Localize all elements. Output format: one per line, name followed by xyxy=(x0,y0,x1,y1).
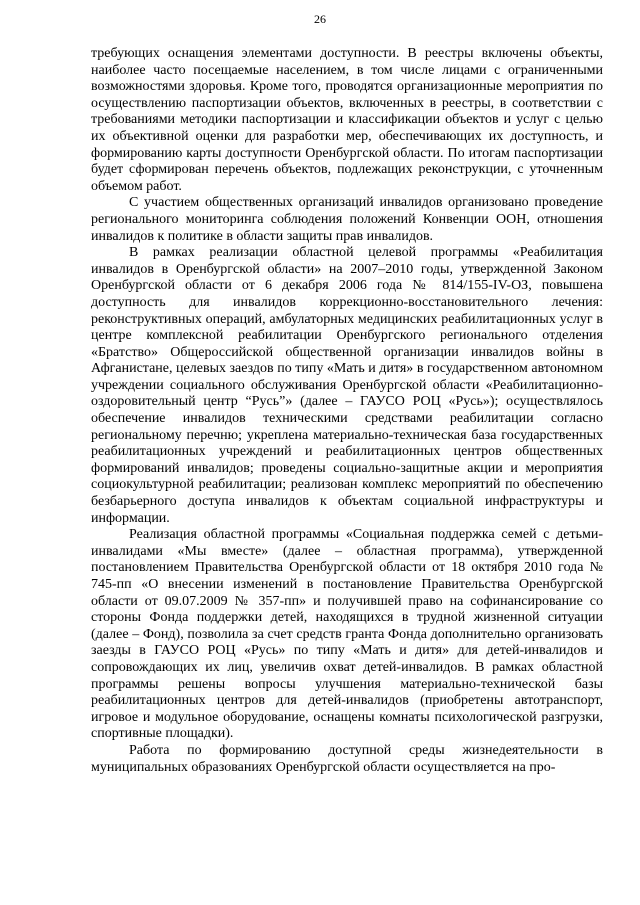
paragraph: В рамках реализации областной целевой программы «Реабилитация инвалидов в Оренбургской области» на 2007–2010 годы, утвержденной Законом Оренбургской области от 6 декабря 2006 года № 814/155-IV-ОЗ, повышена доступность для инвалидов коррекционно-восстановительного лечения: реконструктивных операций, амбулаторных медицинских реабилитационных услуг в центре комплексной реабилитации Оренбургского регионального отделения «Братство» Общероссийской общественной организации инвалидов войны в Афганистане, целевых заездов по типу «Мать и дитя» в государственном автономном учреждении социального обслуживания Оренбургской области «Реабилитационно-оздоровительный центр “Русь”» (далее – ГАУСО РОЦ «Русь»); осуществлялось обеспечение инвалидов техническими средствами реабилитации согласно региональному перечню; укреплена материально-техническая база государственных реабилитационных учреждений и реабилитационных центров общественных формирований инвалидов; проведены социально-защитные акции и мероприятия социокультурной реабилитации; реализован комплекс мероприятий по обеспечению безбарьерного доступа инвалидов к объектам социальной инфраструктуры и информации. xyxy=(91,245,603,526)
body-text xyxy=(91,46,603,776)
paragraph: Реализация областной программы «Социальная поддержка семей с детьми-инвалидами «Мы вместе» (далее – областная программа), утвержденной постановлением Правительства Оренбургской области от 18 октября 2010 года № 745-пп «О внесении изменений в постановление Правительства Оренбургской области от 09.07.2009 № 357-пп» и получившей право на софинансирование со стороны Фонда поддержки детей, находящихся в трудной жизненной ситуации (далее – Фонд), позволила за счет средств гранта Фонда дополнительно организовать заезды в ГАУСО РОЦ «Русь» по типу «Мать и дитя» для детей-инвалидов и сопровождающих их лиц, увеличив охват детей-инвалидов. В рамках областной программы решены вопросы улучшения материально-технической базы реабилитационных центров для детей-инвалидов (приобретены автотранспорт, игровое и модульное оборудование, оснащены комнаты психологической разгрузки, спортивные площадки). xyxy=(91,527,603,742)
paragraph: требующих оснащения элементами доступности. В реестры включены объекты, наиболее часто посещаемые населением, в том числе лицами с ограниченными возможностями здоровья. Кроме того, проводятся организационные мероприятия по осуществлению паспортизации объектов, включенных в реестры, в соответствии с требованиями методики паспортизации и классификации объектов и услуг с целью их объективной оценки для разработки мер, обеспечивающих их доступность, и формированию карты доступности Оренбургской области. По итогам паспортизации будет сформирован перечень объектов, подлежащих реконструкции, с уточненным объемом работ. xyxy=(91,46,603,194)
paragraph: С участием общественных организаций инвалидов организовано проведение регионального мониторинга соблюдения положений Конвенции ООН, отношения инвалидов к политике в области защиты прав инвалидов. xyxy=(91,195,603,244)
paragraph: Работа по формированию доступной среды жизнедеятельности в муниципальных образованиях Оренбургской области осуществляется на про- xyxy=(91,742,603,775)
page-number: 26 xyxy=(314,12,326,26)
